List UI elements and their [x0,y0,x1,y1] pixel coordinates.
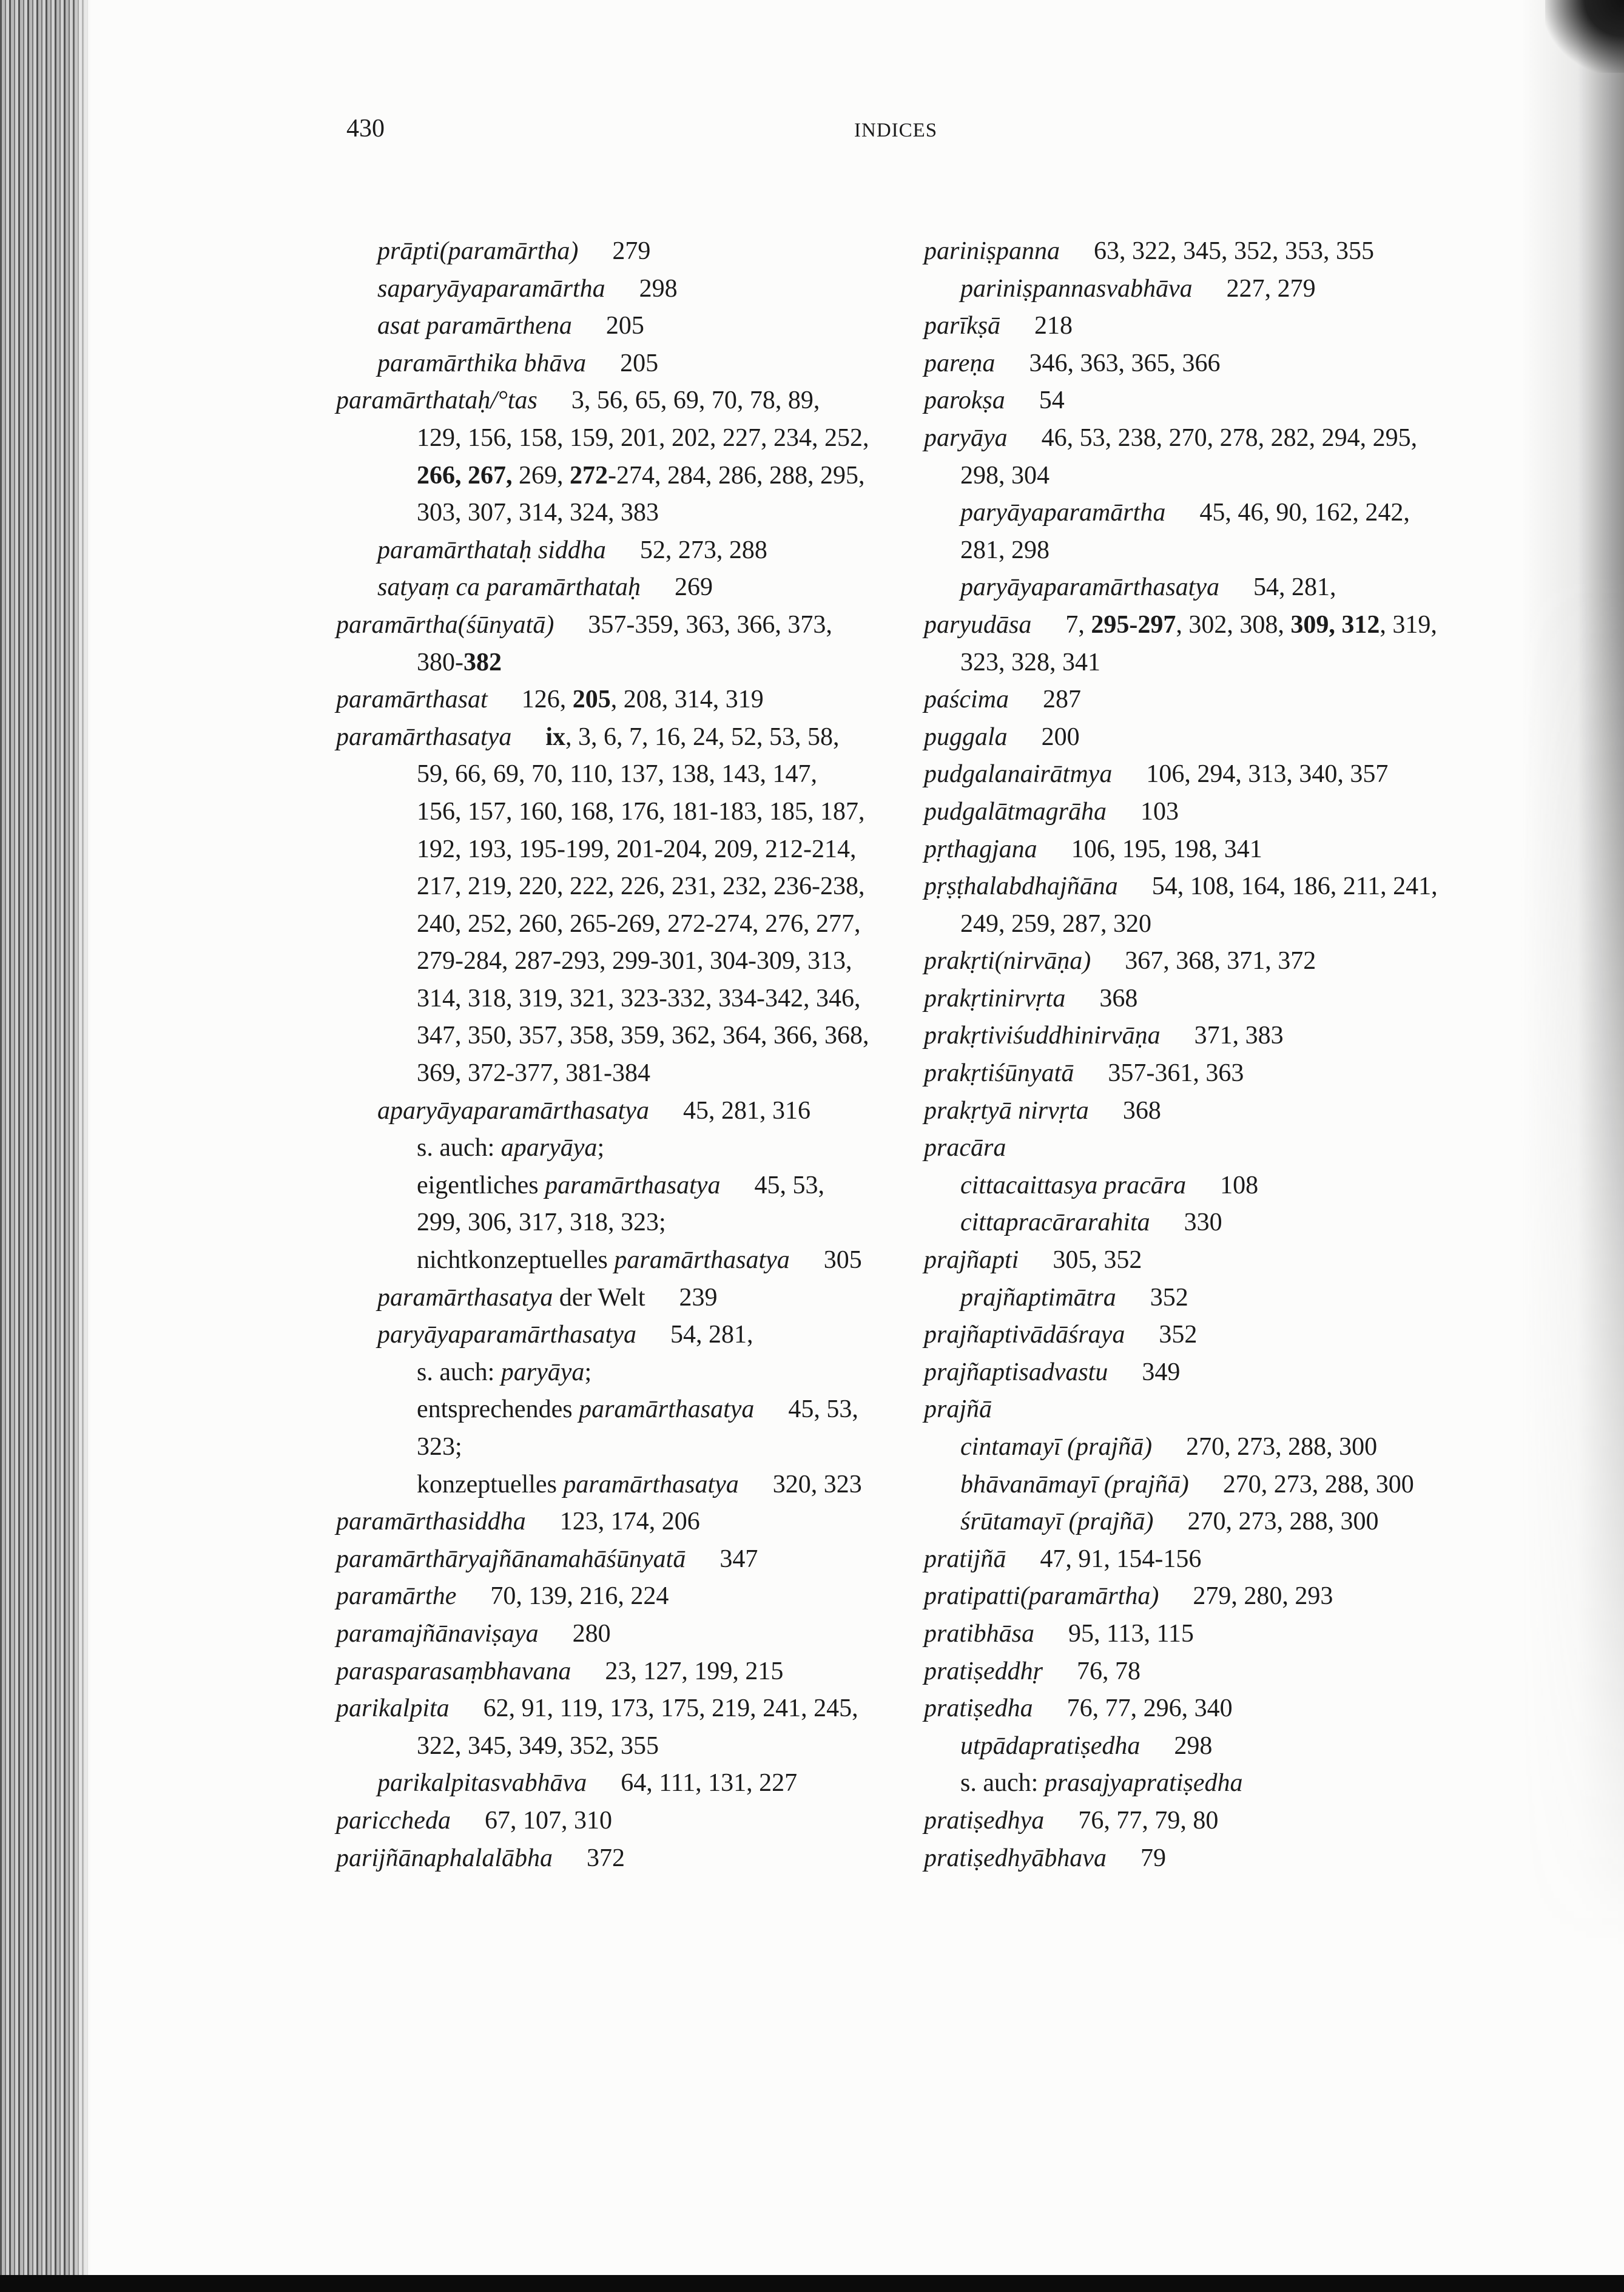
headword: paramārthasatya [545,1171,721,1199]
index-line [336,1130,882,1167]
page-locator-bold: 205 [572,686,611,714]
page-locator: 357-361, 363 [1108,1059,1244,1088]
page-locator: 367, 368, 371, 372 [1125,947,1316,976]
page-locator: 270, 273, 288, 300 [1222,1470,1414,1498]
index-line [924,1167,1531,1205]
headword: prakṛtiśūnyatā [924,1059,1074,1088]
page-locator: 322, 345, 349, 352, 355 [417,1731,659,1760]
page-locator: 305 [823,1246,862,1275]
index-line [924,345,1531,383]
index-line [336,420,882,457]
headword: prajñaptivādāśraya [924,1321,1125,1349]
page-locator: 279, 280, 293 [1193,1582,1333,1611]
index-line [336,1055,882,1093]
index-line [336,1093,882,1130]
index-line [336,494,882,532]
page-locator: 76, 78 [1077,1657,1141,1685]
headword: prāpti(paramārtha) [377,237,579,265]
headword: pariniṣpannasvabhāva [960,274,1193,303]
page-locator: 380- [417,648,463,676]
index-text: s. auch: [417,1358,501,1386]
index-line [336,271,882,308]
index-line [924,457,1531,495]
page-locator: 46, 53, 238, 270, 278, 282, 294, 295, [1041,423,1418,452]
index-line [336,1354,882,1392]
index-line [336,1017,882,1055]
headword: parasparasaṃbhavana [336,1657,571,1685]
page-locator: 347 [719,1545,758,1573]
index-line [336,1429,882,1466]
page-locator: 323; [417,1433,462,1461]
index-line [924,1765,1531,1802]
headword: prajñaptisadvastu [924,1358,1108,1386]
index-line [336,1541,882,1579]
index-line [924,1242,1531,1279]
page-locator: 303, 307, 314, 324, 383 [417,499,659,527]
page-locator: 64, 111, 131, 227 [621,1769,798,1798]
page-locator: 368 [1122,1096,1161,1125]
page-locator: 76, 77, 79, 80 [1078,1806,1219,1835]
index-line [924,532,1531,570]
headword: aparyāya [500,1134,598,1162]
page-locator: 7, [1065,610,1091,639]
page-locator: 298 [1174,1731,1213,1760]
headword: pudgalātmagrāha [924,797,1107,826]
index-line [336,1578,882,1616]
page-locator: 299, 306, 317, 318, 323; [417,1208,666,1237]
index-line [336,681,882,719]
headword: pratijñā [924,1545,1006,1573]
page-locator: 227, 279 [1226,274,1316,303]
page-locator: 239 [679,1283,718,1312]
index-line [924,1728,1531,1765]
page-locator: 371, 383 [1194,1022,1284,1050]
headword: prakṛti(nirvāṇa) [924,947,1091,976]
page-locator: 54 [1039,386,1065,415]
page-locator: 45, 281, 316 [682,1096,810,1125]
headword: prasajyapratiṣedha [1044,1769,1243,1798]
index-line [336,719,882,757]
headword: parikalpita [336,1694,450,1723]
headword: paramārthe [336,1582,457,1611]
index-line [924,943,1531,980]
page-locator: 47, 91, 154-156 [1040,1545,1202,1573]
headword: paryāyaparamārtha [960,499,1166,527]
index-text: ; [597,1134,605,1162]
page-locator: 156, 157, 160, 168, 176, 181-183, 185, 187, [417,797,865,826]
index-line [336,607,882,644]
page-locator: 352 [1150,1283,1188,1312]
index-line [336,1728,882,1765]
page-locator: 349 [1142,1358,1181,1386]
headword: pariccheda [336,1806,451,1835]
index-line [924,1616,1531,1653]
index-line [924,1354,1531,1392]
page-edge-shadow [1521,0,1624,2292]
headword: parikalpitasvabhāva [377,1769,587,1798]
page-locator-bold: 272 [570,461,608,490]
page-locator: 200 [1041,723,1080,751]
index-line [336,794,882,831]
page-locator: 279-284, 287-293, 299-301, 304-309, 313, [417,947,852,976]
index-line [336,233,882,271]
headword: parokṣa [924,386,1005,415]
headword: paramārthasiddha [336,1508,526,1536]
headword: prajñapti [924,1246,1019,1275]
index-line [336,756,882,794]
headword: pṛṣṭhalabdhajñāna [924,872,1118,901]
page-locator: 279 [612,237,651,265]
page-locator: 106, 294, 313, 340, 357 [1146,760,1389,789]
index-line [336,1616,882,1653]
right-column [924,233,1531,1877]
index-line [924,420,1531,457]
headword: paryāya [500,1358,585,1386]
page-locator: 54, 281, [1253,573,1336,602]
index-line [924,382,1531,420]
page-locator: 45, 46, 90, 162, 242, [1199,499,1410,527]
index-line [336,831,882,869]
index-line [924,1541,1531,1579]
page-locator-bold: ix [545,723,566,751]
headword: pareṇa [924,349,996,377]
index-line [336,868,882,906]
page-locator: 347, 350, 357, 358, 359, 362, 364, 366, 368, [417,1022,869,1050]
headword: pratiṣedhya [924,1806,1045,1835]
headword: pracāra [924,1134,1006,1162]
page-locator: 305, 352 [1053,1246,1142,1275]
index-line [924,271,1531,308]
page-locator: 240, 252, 260, 265-269, 272-274, 276, 277, [417,909,861,938]
index-line [924,1055,1531,1093]
page-locator: 63, 322, 345, 352, 353, 355 [1094,237,1375,265]
index-line [336,1167,882,1205]
page-locator-bold: 295-297 [1091,610,1176,639]
headword: pratiṣedha [924,1694,1033,1723]
index-line [336,644,882,682]
headword: cittapracārarahita [960,1208,1150,1237]
index-line [336,1840,882,1878]
headword: paramārthasatya [563,1470,739,1498]
page-locator: 67, 107, 310 [484,1806,612,1835]
page-locator: 369, 372-377, 381-384 [417,1059,650,1088]
index-line [336,1279,882,1317]
headword: asat paramārthena [377,312,572,340]
index-line [336,906,882,943]
index-line [924,1802,1531,1840]
left-column [336,233,882,1877]
headword: prakṛtiviśuddhinirvāṇa [924,1022,1161,1050]
index-line [924,308,1531,345]
headword: paramārthāryajñānamahāśūnyatā [336,1545,686,1573]
index-line [336,1653,882,1691]
index-line [924,1279,1531,1317]
headword: prakṛtyā nirvṛta [924,1096,1089,1125]
index-line [336,345,882,383]
page-locator: 108 [1220,1171,1259,1199]
index-line [924,644,1531,682]
index-line [924,233,1531,271]
headword: pratiṣedhyābhava [924,1844,1107,1872]
index-line [336,980,882,1018]
page-locator: 269, [512,461,570,490]
page-locator: 357-359, 363, 366, 373, [588,610,832,639]
page-locator: 372 [587,1844,625,1872]
index-line [924,831,1531,869]
index-text: eigentliches [417,1171,545,1199]
index-line [924,1391,1531,1429]
page-locator: 70, 139, 216, 224 [490,1582,669,1611]
page-locator: 314, 318, 319, 321, 323-332, 334-342, 346, [417,984,861,1013]
page-locator-bold: 266, 267, [417,461,513,490]
page-locator: , 3, 6, 7, 16, 24, 52, 53, 58, [565,723,840,751]
index-line [924,681,1531,719]
index-line [924,1093,1531,1130]
index-line [924,1690,1531,1728]
headword: paramārthasatya [377,1283,553,1312]
headword: paramajñānaviṣaya [336,1619,539,1648]
headword: paryāya [924,423,1008,452]
page-locator: 352 [1159,1321,1198,1349]
index-line [924,1316,1531,1354]
headword: pṛthagjana [924,835,1037,863]
page-locator: 45, 53, [754,1171,824,1199]
scan-bottom-border [0,2275,1624,2292]
page-locator: 54, 108, 164, 186, 211, 241, [1151,872,1438,901]
headword: pratipatti(paramārtha) [924,1582,1159,1611]
index-text: ; [584,1358,592,1386]
index-line [336,1391,882,1429]
page-locator: 59, 66, 69, 70, 110, 137, 138, 143, 147, [417,760,817,789]
headword: bhāvanāmayī (prajñā) [960,1470,1189,1498]
headword: paramārthasat [336,686,488,714]
index-line [924,1466,1531,1504]
page-corner-shadow [1545,0,1624,73]
page-locator: 192, 193, 195-199, 201-204, 209, 212-214, [417,835,857,863]
index-line [924,1578,1531,1616]
headword: pratiṣeddhṛ [924,1657,1043,1685]
page-locator: 269 [675,573,713,602]
page-locator: 126, [521,686,573,714]
page-locator: 270, 273, 288, 300 [1186,1433,1378,1461]
page-locator: 205 [605,312,644,340]
index-line [924,1204,1531,1242]
running-head: INDICES [854,120,938,141]
page-locator: 298, 304 [960,461,1050,490]
index-line [924,756,1531,794]
page-locator: 218 [1034,312,1073,340]
page-locator: 298 [639,274,678,303]
headword: prakṛtinirvṛta [924,984,1066,1013]
index-line [924,1503,1531,1541]
index-line [924,1130,1531,1167]
index-line [336,1765,882,1802]
page-locator: 54, 281, [670,1321,753,1349]
index-text: s. auch: [417,1134,501,1162]
index-text: entsprechendes [417,1395,579,1424]
index-line [924,494,1531,532]
headword: paramārthataḥ siddha [377,536,606,564]
headword: paramārthataḥ/°tas [336,386,537,415]
index-line [924,1840,1531,1878]
index-line [924,1653,1531,1691]
headword: cittacaittasya pracāra [960,1171,1187,1199]
index-line [924,980,1531,1018]
page-locator: 330 [1184,1208,1222,1237]
headword: cintamayī (prajñā) [960,1433,1153,1461]
headword: paramārthasatya [614,1246,790,1275]
headword: prajñaptimātra [960,1283,1116,1312]
headword: utpādapratiṣedha [960,1731,1141,1760]
headword: puggala [924,723,1008,751]
index-line [924,719,1531,757]
page-locator: -274, 284, 286, 288, 295, [608,461,865,490]
page-locator: 320, 323 [772,1470,862,1498]
index-text: konzeptuelles [417,1470,564,1498]
page-locator: , 302, 308, [1176,610,1291,639]
page-locator: 79 [1140,1844,1166,1872]
page-locator: 249, 259, 287, 320 [960,909,1151,938]
index-line [336,1204,882,1242]
headword: paramārthasatya [579,1395,755,1424]
headword: pariniṣpanna [924,237,1060,265]
page-locator: 52, 273, 288 [639,536,767,564]
page-locator: 217, 219, 220, 222, 226, 231, 232, 236-238, [417,872,865,901]
index-line [336,943,882,980]
page-locator: 3, 56, 65, 69, 70, 78, 89, [571,386,820,415]
page-locator: 323, 328, 341 [960,648,1100,676]
index-line [924,906,1531,943]
headword: satyaṃ ca paramārthataḥ [377,573,641,602]
page-locator: 280 [572,1619,611,1648]
index-line [924,794,1531,831]
index-line [336,1316,882,1354]
page-locator: 62, 91, 119, 173, 175, 219, 241, 245, [483,1694,858,1723]
index-text: s. auch: [960,1769,1045,1798]
binding-shadow [0,0,91,2292]
page-locator: 45, 53, [788,1395,858,1424]
page-locator: 368 [1099,984,1138,1013]
page-locator: 270, 273, 288, 300 [1187,1508,1379,1536]
page-locator: 281, 298 [960,536,1050,564]
headword: pratibhāsa [924,1619,1035,1648]
page-locator-bold: 382 [463,648,502,676]
page-locator: 103 [1141,797,1179,826]
index-line [336,308,882,345]
index-line [924,569,1531,607]
index-line [336,382,882,420]
index-line [336,532,882,570]
headword: paramārthasatya [336,723,512,751]
page-locator: , 319, [1380,610,1437,639]
headword: paramārtha(śūnyatā) [336,610,554,639]
page-locator: , 208, 314, 319 [610,686,764,714]
index-line [336,457,882,495]
page-locator-bold: 309, 312 [1290,610,1380,639]
headword: pudgalanairātmya [924,760,1113,789]
page-locator: 287 [1043,686,1081,714]
page-locator: 23, 127, 199, 215 [605,1657,784,1685]
index-line [336,1242,882,1279]
index-line [336,1690,882,1728]
headword: aparyāyaparamārthasatya [377,1096,649,1125]
index-line [924,607,1531,644]
index-line [336,569,882,607]
page-locator: 95, 113, 115 [1068,1619,1194,1648]
headword: paścima [924,686,1009,714]
page-locator: 123, 174, 206 [559,1508,700,1536]
index-line [924,1017,1531,1055]
headword: paryāyaparamārthasatya [377,1321,636,1349]
index-line [336,1802,882,1840]
index-line [924,1429,1531,1466]
index-line [336,1466,882,1504]
headword: paryudāsa [924,610,1032,639]
headword: saparyāyaparamārtha [377,274,605,303]
index-text: der Welt [553,1283,645,1312]
page-number: 430 [346,115,385,143]
headword: paramārthika bhāva [377,349,587,377]
index-text: nichtkonzeptuelles [417,1246,615,1275]
index-line [924,868,1531,906]
page-locator: 205 [620,349,659,377]
headword: prajñā [924,1395,992,1424]
headword: paryāyaparamārthasatya [960,573,1219,602]
headword: śrūtamayī (prajñā) [960,1508,1154,1536]
headword: parijñānaphalalābha [336,1844,553,1872]
page-locator: 346, 363, 365, 366 [1029,349,1221,377]
page-locator: 76, 77, 296, 340 [1066,1694,1233,1723]
headword: parīkṣā [924,312,1000,340]
index-line [336,1503,882,1541]
page-locator: 129, 156, 158, 159, 201, 202, 227, 234, 252, [417,423,869,452]
page-locator: 106, 195, 198, 341 [1071,835,1262,863]
